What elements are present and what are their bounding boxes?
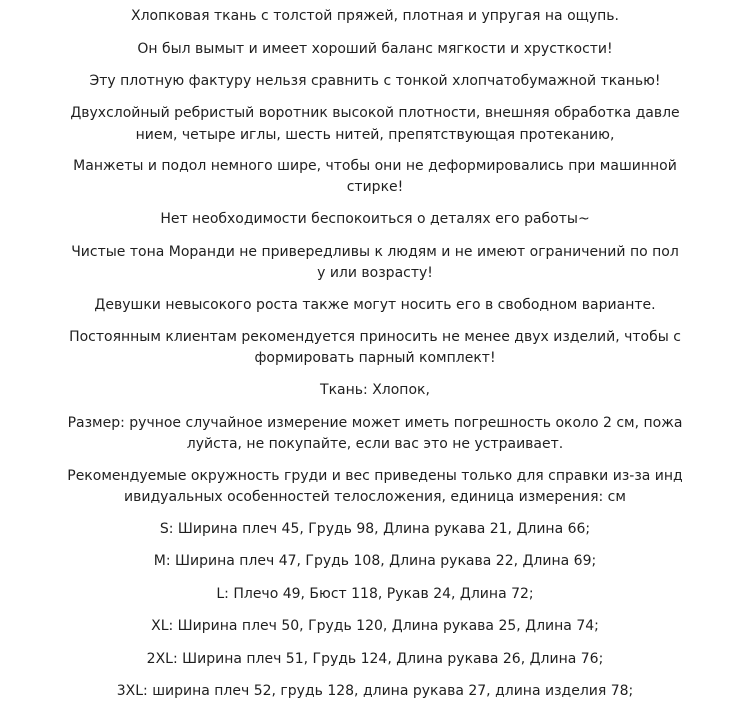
text-line: Хлопковая ткань с толстой пряжей, плотная и упругая на ощупь.	[131, 8, 619, 24]
text-line: Двухслойный ребристый воротник высокой плотности, внешняя обработка давле	[70, 105, 680, 121]
size-line: L: Плечо 49, Бюст 118, Рукав 24, Длина 72;	[216, 586, 534, 602]
text-line: нием, четыре иглы, шесть нитей, препятствующая протеканию,	[135, 127, 615, 143]
text-line: стирке!	[346, 179, 404, 195]
size-line: S: Ширина плеч 45, Грудь 98, Длина рукава 21, Длина 66;	[159, 521, 591, 537]
text-line: формировать парный комплект!	[254, 350, 496, 366]
size-line: 3XL: ширина плеч 52, грудь 128, длина рукава 27, длина изделия 78;	[116, 683, 634, 699]
size-line: 2XL: Ширина плеч 51, Грудь 124, Длина рукава 26, Длина 76;	[146, 651, 604, 667]
text-line: Нет необходимости беспокоиться о деталях его работы~	[160, 211, 590, 227]
text-line: Девушки невысокого роста также могут носить его в свободном варианте.	[94, 297, 656, 313]
text-line: Постоянным клиентам рекомендуется приносить не менее двух изделий, чтобы с	[69, 329, 681, 345]
size-line: XL: Ширина плеч 50, Грудь 120, Длина рукава 25, Длина 74;	[151, 618, 599, 634]
text-line: Ткань: Хлопок,	[320, 382, 430, 398]
text-line: Манжеты и подол немного шире, чтобы они не деформировались при машинной	[73, 158, 677, 174]
text-line: Он был вымыт и имеет хороший баланс мягкости и хрусткости!	[137, 41, 613, 57]
text-line: Рекомендуемые окружность груди и вес приведены только для справки из-за инд	[67, 468, 683, 484]
text-line: ивидуальных особенностей телосложения, единица измерения: см	[124, 489, 626, 505]
text-line: у или возрасту!	[317, 265, 433, 281]
text-line: луйста, не покупайте, если вас это не устраивает.	[186, 436, 564, 452]
text-line: Размер: ручное случайное измерение может иметь погрешность около 2 см, пожа	[67, 415, 683, 431]
text-line: Чистые тона Моранди не привередливы к людям и не имеют ограничений по пол	[71, 244, 679, 260]
size-line: M: Ширина плеч 47, Грудь 108, Длина рукава 22, Длина 69;	[153, 553, 597, 569]
text-line: Эту плотную фактуру нельзя сравнить с тонкой хлопчатобумажной тканью!	[89, 73, 661, 89]
